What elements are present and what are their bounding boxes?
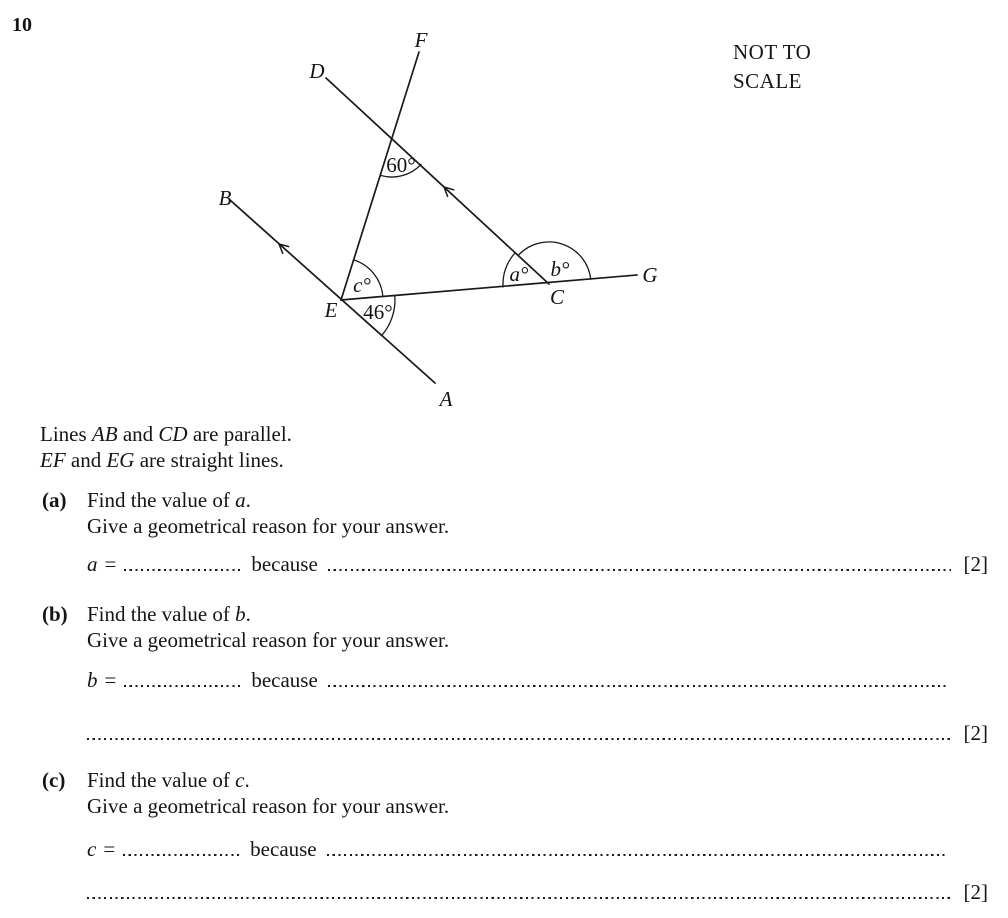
answer-value-field — [123, 842, 241, 856]
answer-variable-a: a — [87, 552, 98, 576]
point-label-f: F — [414, 28, 428, 52]
answer-reason-field — [328, 557, 951, 571]
question-number: 10 — [12, 14, 32, 36]
part-a-find — [87, 487, 251, 513]
because-text: because — [251, 668, 318, 692]
part-c-find — [87, 767, 250, 793]
part-b-reason-prompt: Give a geometrical reason for your answer. — [87, 628, 450, 652]
angle-label-a: a° — [509, 262, 529, 286]
marks-badge: [2] — [963, 552, 988, 576]
part-c-continuation-line — [87, 880, 988, 904]
part-b-continuation-line — [87, 721, 988, 745]
find-text: Find the value of — [87, 602, 236, 626]
part-a-reason-prompt: Give a geometrical reason for your answer. — [87, 514, 450, 538]
answer-reason-field — [327, 842, 947, 856]
part-c-reason-prompt: Give a geometrical reason for your answer. — [87, 794, 450, 818]
point-label-b: B — [218, 186, 232, 210]
line-eg — [341, 275, 637, 300]
angle-label-c: c° — [353, 273, 371, 297]
answer-variable-c: c — [87, 837, 97, 861]
point-label-c: C — [549, 285, 565, 309]
find-text: . — [245, 602, 251, 626]
because-text: because — [250, 837, 317, 861]
answer-reason-field — [328, 673, 947, 687]
marks-badge: [2] — [963, 880, 988, 904]
equals-sign: = — [103, 837, 116, 861]
find-text: . — [245, 488, 251, 512]
equals-sign: = — [104, 668, 117, 692]
line-name-ef: EF — [40, 448, 66, 472]
line-name-eg: EG — [106, 448, 135, 472]
part-b-label: (b) — [42, 602, 68, 626]
part-b-answer-line — [87, 668, 947, 692]
because-text: because — [251, 552, 318, 576]
variable-b: b — [235, 602, 246, 626]
answer-reason-field — [87, 885, 951, 899]
statement-text: Lines — [40, 422, 92, 446]
answer-variable-b: b — [87, 668, 98, 692]
angle-label-b: b° — [550, 257, 570, 281]
geometry-diagram — [0, 0, 1008, 415]
variable-a: a — [235, 488, 246, 512]
statement-straight-lines — [40, 447, 284, 473]
statement-parallel — [40, 421, 292, 447]
equals-sign: = — [104, 552, 117, 576]
find-text: . — [244, 768, 250, 792]
marks-badge: [2] — [963, 721, 988, 745]
statement-text: and — [117, 422, 159, 446]
point-label-e: E — [324, 298, 338, 322]
line-name-cd: CD — [158, 422, 188, 446]
line-dc — [326, 78, 549, 284]
part-a-answer-line — [87, 552, 988, 576]
answer-reason-field — [87, 726, 951, 740]
statement-text: and — [65, 448, 107, 472]
part-a-label: (a) — [42, 488, 67, 512]
point-label-a: A — [439, 387, 453, 411]
answer-value-field — [124, 673, 242, 687]
find-text: Find the value of — [87, 488, 236, 512]
part-b-find — [87, 601, 251, 627]
statement-text: are straight lines. — [134, 448, 284, 472]
angle-label-60: 60° — [386, 153, 416, 177]
part-c-label: (c) — [42, 768, 66, 792]
not-to-scale-line1: NOT TO — [733, 40, 812, 64]
part-c-answer-line — [87, 837, 947, 861]
statement-text: are parallel. — [187, 422, 292, 446]
line-ab — [230, 200, 435, 383]
point-label-g: G — [642, 263, 658, 287]
variable-c: c — [235, 768, 245, 792]
angle-label-46: 46° — [363, 300, 393, 324]
answer-value-field — [124, 557, 242, 571]
line-name-ab: AB — [91, 422, 118, 446]
not-to-scale-line2: SCALE — [733, 69, 803, 93]
find-text: Find the value of — [87, 768, 236, 792]
point-label-d: D — [309, 59, 325, 83]
